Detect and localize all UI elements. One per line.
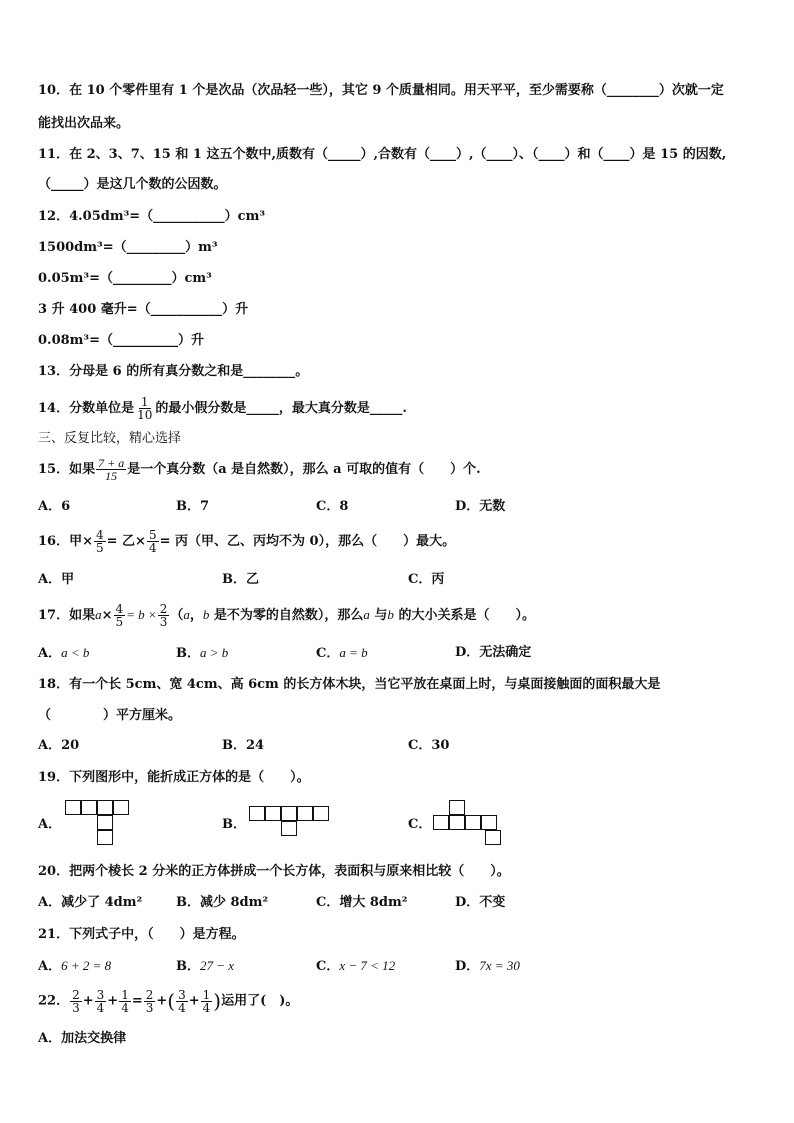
q21-option-d-expr: 7x = 30 [479,958,520,973]
q17-post-5: 的大小关系是（ ）。 [393,608,535,623]
q21-option-b-expr: 27 − x [200,958,235,973]
q22-left-paren: ( [167,989,176,1013]
q15-option-a[interactable]: A．6 [38,499,71,514]
q22-frac-4-num: 2 [145,987,154,1002]
q17-var-b3: b [387,607,394,622]
q12-line2: 1500dm³=（_________）m³ [38,240,218,255]
q22-frac-5-num: 3 [178,987,186,1002]
q11-line2: （_____）是这几个数的公因数。 [38,177,227,192]
q22-post: 运用了( )。 [221,993,299,1009]
q17-option-a-expr: a < b [61,645,90,660]
q22-frac-2-num: 3 [96,987,105,1002]
q17-fraction-1 [114,603,126,628]
q16-option-b[interactable]: B．乙 [222,572,259,587]
q22-frac-2-den: 4 [96,1000,105,1015]
q10-line2: 能找出次品来。 [38,116,130,131]
q20-option-c[interactable]: C．增大 8dm² [316,895,408,910]
q16-pre: 16．甲× [38,534,93,549]
q19-option-c[interactable]: C． [408,817,432,832]
q15-option-d[interactable]: D．无数 [455,499,506,514]
q17-option-c-label: C． [316,646,340,661]
q21-option-c-expr: x − 7 < 12 [339,958,396,973]
q15-post: 是一个真分数（a 是自然数），那么 a 可取的值有（ ）个. [127,462,481,477]
section-3-heading: 三、反复比较，精心选择 [38,431,182,446]
q22-frac-6-num: 1 [202,987,211,1002]
q20-option-b[interactable]: B．减少 8dm² [176,895,269,910]
q11-line1: 11．在 2、3、7、15 和 1 这五个数中,质数有（_____）,合数有（____）,（____）、（____）和（____）是 15 的因数, [38,147,727,162]
q20-option-d[interactable]: D．不变 [455,895,506,910]
q16-den-1: 5 [95,541,104,555]
q12-line5: 0.08m³=（__________）升 [38,333,205,348]
q17-var-a3: a [363,607,370,622]
q17-fraction-2 [158,603,170,628]
q21-option-d[interactable] [455,958,520,975]
q22-frac-3-num: 1 [121,987,129,1002]
q17-eq-b: = b × [126,607,157,622]
q22-frac-6-den: 4 [202,1000,211,1015]
q12-line1: 12．4.05dm³=（___________）cm³ [38,209,266,224]
q17-var-a: a [95,607,102,622]
q22: 22． $\frac{2}{3}$ + $\frac{3}{4}$ + $\frac{1}{4}$ = $\frac{2}{3}$ +( $\frac{3}{4}$ + $\frac{1}{4}$ )运用了( )。 [38,987,299,1015]
q17-pre: 17．如果 [38,608,96,623]
q21-option-b-label: B． [176,959,200,974]
q16-fraction-2 [147,529,159,554]
q17-option-a-label: A． [38,646,62,661]
q17 [38,600,535,631]
q17-option-d[interactable]: D．无法确定 [455,645,532,660]
q17-post-2: ， [189,608,203,623]
q18-line1: 18．有一个长 5cm、宽 4cm、高 6cm 的长方体木块，当它平放在桌面上时，与桌面接触面的面积最大是 [38,677,661,692]
q15-option-b[interactable]: B．7 [176,499,210,514]
q21-stem: 21．下列式子中，（ ）是方程。 [38,927,245,942]
q22-frac-2 [95,989,107,1014]
q17-option-b[interactable] [176,645,228,662]
q14 [38,394,407,424]
q21-option-a-expr: 6 + 2 = 8 [61,958,112,973]
q14-pre: 14．分数单位是 [38,401,135,416]
q15-den: 15 [105,469,118,483]
q18-line2: （ ）平方厘米。 [38,708,182,723]
q17-post-1: （ [170,608,184,623]
q21-option-a-label: A． [38,959,62,974]
q16-post: = 丙（甲、乙、丙均不为 0），那么（ ）最大。 [159,534,456,549]
q16-mid: = 乙× [106,534,146,549]
q16-num-2: 5 [148,528,157,542]
q18-option-a[interactable]: A．20 [38,738,80,753]
q12-line3: 0.05m³=（_________）cm³ [38,271,212,286]
q22-frac-4 [144,989,156,1014]
q22-frac-3 [119,989,131,1014]
q16-num-1: 4 [95,528,104,542]
q17-post-4: 与 [369,608,388,623]
q16-option-a[interactable]: A．甲 [38,572,75,587]
q17-var-a2: a [183,607,190,622]
q14-num: 1 [140,395,149,409]
q17-option-c-expr: a = b [339,645,368,660]
q17-den-1: 5 [115,615,124,629]
q13: 13．分母是 6 的所有真分数之和是________。 [38,364,309,379]
q19-option-b[interactable]: B． [222,817,246,832]
q21-option-c-label: C． [316,959,340,974]
q17-var-b2: b [202,607,210,622]
q19-option-a[interactable]: A． [38,817,62,832]
q22-frac-1 [70,989,82,1014]
q17-num-2: 2 [159,602,168,616]
q21-option-b[interactable] [176,958,234,975]
q22-option-a[interactable]: A．加法交换律 [38,1031,127,1046]
q18-option-c[interactable]: C．30 [408,738,450,753]
q15-option-c[interactable]: C．8 [316,499,349,514]
q20-option-a[interactable]: A．减少了 4dm² [38,895,143,910]
q22-frac-3-den: 4 [121,1000,129,1015]
q17-times: × [101,608,113,623]
q22-frac-1-num: 2 [72,987,80,1002]
q18-option-b[interactable]: B．24 [222,738,265,753]
q17-post-3: 是不为零的自然数），那么 [209,608,364,623]
q22-right-paren: ) [213,989,222,1013]
q12-line4: 3 升 400 毫升=（___________）升 [38,302,249,317]
q20-stem: 20．把两个棱长 2 分米的正方体拼成一个长方体，表面积与原来相比较（ ）。 [38,864,510,879]
q22-frac-5-den: 4 [178,1000,186,1015]
q21-option-c[interactable] [316,958,395,975]
q21-option-d-label: D． [455,959,480,974]
q17-option-b-expr: a > b [200,645,229,660]
q16 [38,527,455,557]
q22-frac-6 [201,989,213,1014]
q17-den-2: 3 [159,615,168,629]
q16-den-2: 4 [148,541,157,555]
q22-frac-1-den: 3 [72,1000,80,1015]
q22-pre: 22． [38,993,70,1009]
q16-option-c[interactable]: C．丙 [408,572,445,587]
q14-fraction [135,396,154,421]
q15 [38,455,481,485]
q19-stem: 19．下列图形中，能折成正方体的是（ ）。 [38,770,310,785]
q14-den: 10 [137,408,153,422]
q17-option-c[interactable] [316,645,368,662]
q15-num: 7 + a [98,456,125,470]
q14-post: 的最小假分数是_____，最大真分数是_____. [155,401,407,416]
q16-fraction-1 [94,529,106,554]
q17-option-b-label: B． [176,646,200,661]
q17-num-1: 4 [115,602,124,616]
q22-frac-4-den: 3 [145,1000,154,1015]
q15-fraction [96,457,126,482]
q21-option-a[interactable] [38,958,111,975]
q15-pre: 15．如果 [38,462,96,477]
q17-option-a[interactable] [38,645,89,662]
q10-line1: 10．在 10 个零件里有 1 个是次品（次品轻一些），其它 9 个质量相同。用天平平，至少需要称（________）次就一定 [38,83,724,98]
q22-frac-5 [176,989,188,1014]
